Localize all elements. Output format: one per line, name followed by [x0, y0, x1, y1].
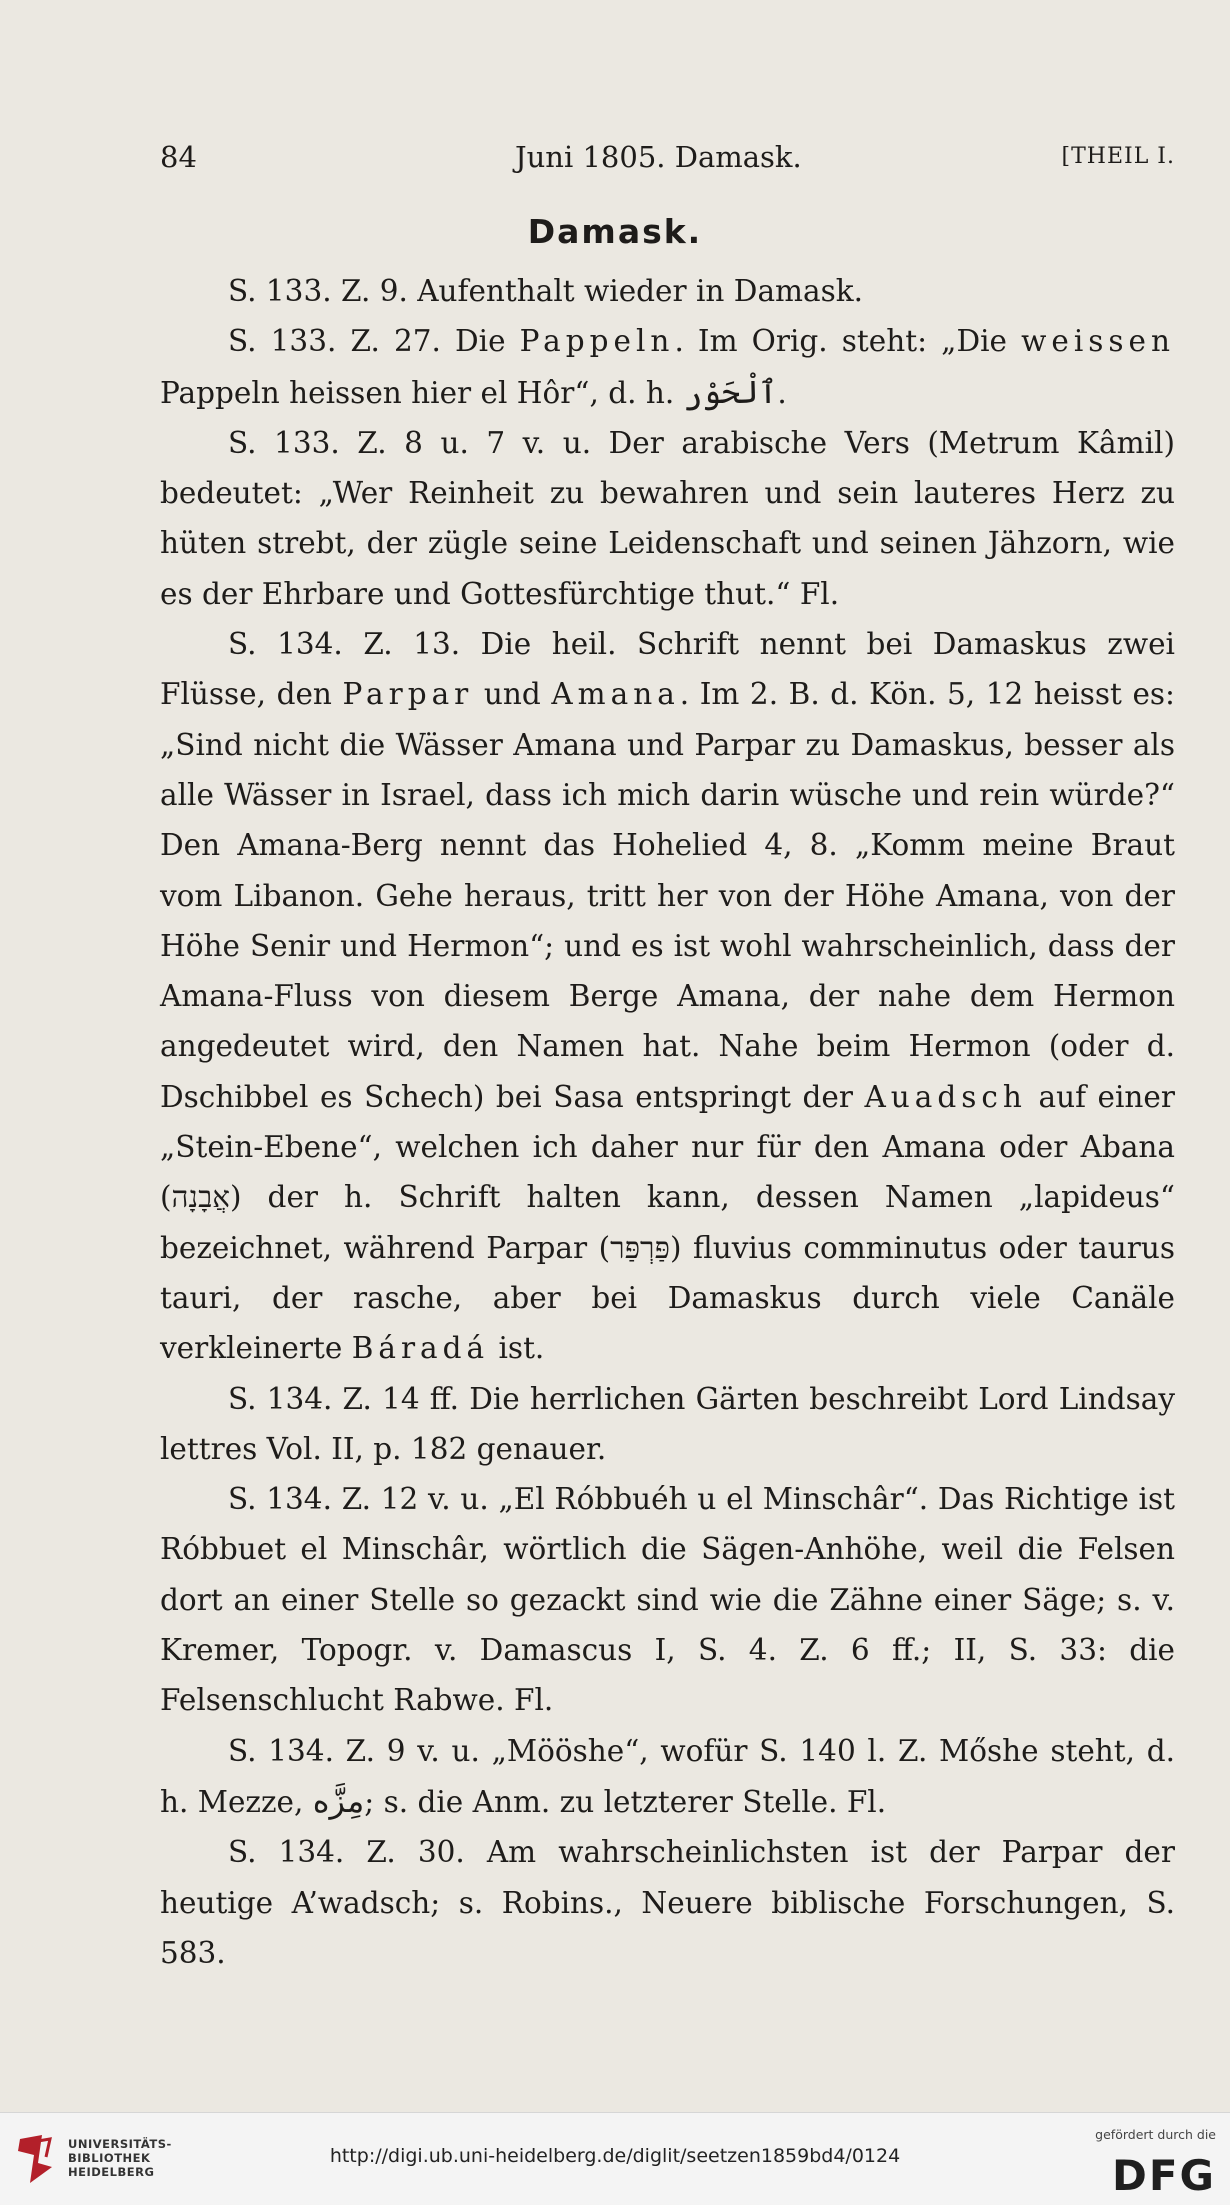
text-run: S. 133. Z. 8 u. 7 v. u. Der arabische Vers (Metrum Kâmil) bedeutet: „Wer Reinheit zu bewahren und sein lauteres Herz zu hüten strebt, der zügle seine Leidenschaft und seinen Jähzorn, wie es der Ehrbare und Gottesfürchtige thut.“ Fl. [160, 425, 1175, 611]
viewer-footer [0, 2112, 1230, 2205]
spaced-word: Báradá [351, 1331, 490, 1366]
library-name: UNIVERSITÄTS- BIBLIOTHEK HEIDELBERG [68, 2137, 172, 2179]
funded-by-label: gefördert durch die [1095, 2127, 1216, 2142]
paragraph [160, 619, 1175, 1373]
running-header [160, 140, 1175, 180]
text-run: und [473, 677, 552, 712]
arabic-word: ٱلْحَوْر [683, 372, 778, 411]
paragraph [160, 266, 1175, 316]
text-run: . [777, 375, 787, 410]
text-run: S. 134. Z. 30. Am wahrscheinlichsten ist der Parpar der heutige A’wadsch; s. Robins., Neuere biblische Forschungen, S. 583. [160, 1835, 1175, 1970]
text-run: S. 134. Z. 9 v. u. „Mööshe“, wofür S. 140 l. Z. Mőshe steht, d. h. Mezze, [160, 1733, 1175, 1819]
spaced-word: Pappeln [519, 324, 675, 359]
text-run: ist. [489, 1331, 545, 1366]
text-run: S. 134. Z. 13. Die heil. Schrift nennt bei Damaskus zwei Flüsse, den [160, 627, 1175, 712]
section-title: Damask. [527, 212, 703, 251]
text-run: S. 133. Z. 9. Aufenthalt wieder in Damask. [228, 274, 863, 308]
running-title: Juni 1805. Damask. [515, 140, 802, 174]
spaced-word: Parpar [342, 677, 474, 712]
text-run: S. 133. Z. 27. Die [228, 324, 520, 359]
permalink-url[interactable]: http://digi.ub.uni-heidelberg.de/diglit/seetzen1859bd4/0124 [329, 2145, 901, 2167]
paragraph [160, 1827, 1175, 1978]
text-run: Pappeln heissen hier el Hôr“, d. h. [160, 375, 684, 410]
spaced-word: Amana [551, 677, 680, 712]
text-run: auf einer „Stein-Ebene“, welchen ich daher nur für den Amana oder Abana (אֲבָנָה) der h. Schrift halten kann, dessen Namen „lapideus“ bezeichnet, während Parpar (פַּרְפַּר) fluvius comminutus oder taurus tauri, der rasche, aber bei Damaskus durch viele Canäle verkleinerte [160, 1079, 1175, 1366]
body-text [160, 266, 1175, 1978]
text-run: S. 134. Z. 14 ff. Die herrlichen Gärten beschreibt Lord Lindsay lettres Vol. II, p. 182 genauer. [160, 1381, 1175, 1466]
dfg-logo: DFG [1111, 2151, 1216, 2200]
paragraph [160, 1374, 1175, 1475]
arabic-word: مِزَّه [312, 1781, 365, 1820]
text-run: ; s. die Anm. zu letzterer Stelle. Fl. [364, 1784, 887, 1819]
spaced-word: Auadsch [864, 1079, 1027, 1114]
paragraph [160, 418, 1175, 619]
paragraph [160, 316, 1175, 418]
text-run: . Im 2. B. d. Kön. 5, 12 heisst es: „Sind nicht die Wässer Amana und Parpar zu Damaskus, besser als alle Wässer in Israel, dass ich mich darin wüsche und rein würde?“ Den Amana-Berg nennt das Hohelied 4, 8. „Komm meine Braut vom Libanon. Gehe heraus, tritt her von der Höhe Amana, von der Höhe Senir und Hermon“; und es ist wohl wahrscheinlich, dass der Amana-Fluss von diesem Berge Amana, der nahe dem Hermon angedeutet wird, den Namen hat. Nahe beim Hermon (oder d. Dschibbel es Schech) bei Sasa entspringt der [160, 677, 1175, 1114]
text-run: . Im Orig. steht: „Die [674, 324, 1022, 359]
paragraph [160, 1726, 1175, 1828]
paragraph [160, 1474, 1175, 1725]
page-number: 84 [160, 140, 197, 174]
spaced-word: weissen [1021, 324, 1175, 359]
text-run: S. 134. Z. 12 v. u. „El Róbbuéh u el Minschâr“. Das Richtige ist Róbbuet el Minschâr, wörtlich die Sägen-Anhöhe, weil die Felsen dort an einer Stelle so gezackt sind wie die Zähne einer Säge; s. v. Kremer, Topogr. v. Damascus I, S. 4. Z. 6 ff.; II, S. 33: die Felsenschlucht Rabwe. Fl. [160, 1482, 1175, 1718]
volume-label: [THEIL I. [1061, 144, 1175, 169]
